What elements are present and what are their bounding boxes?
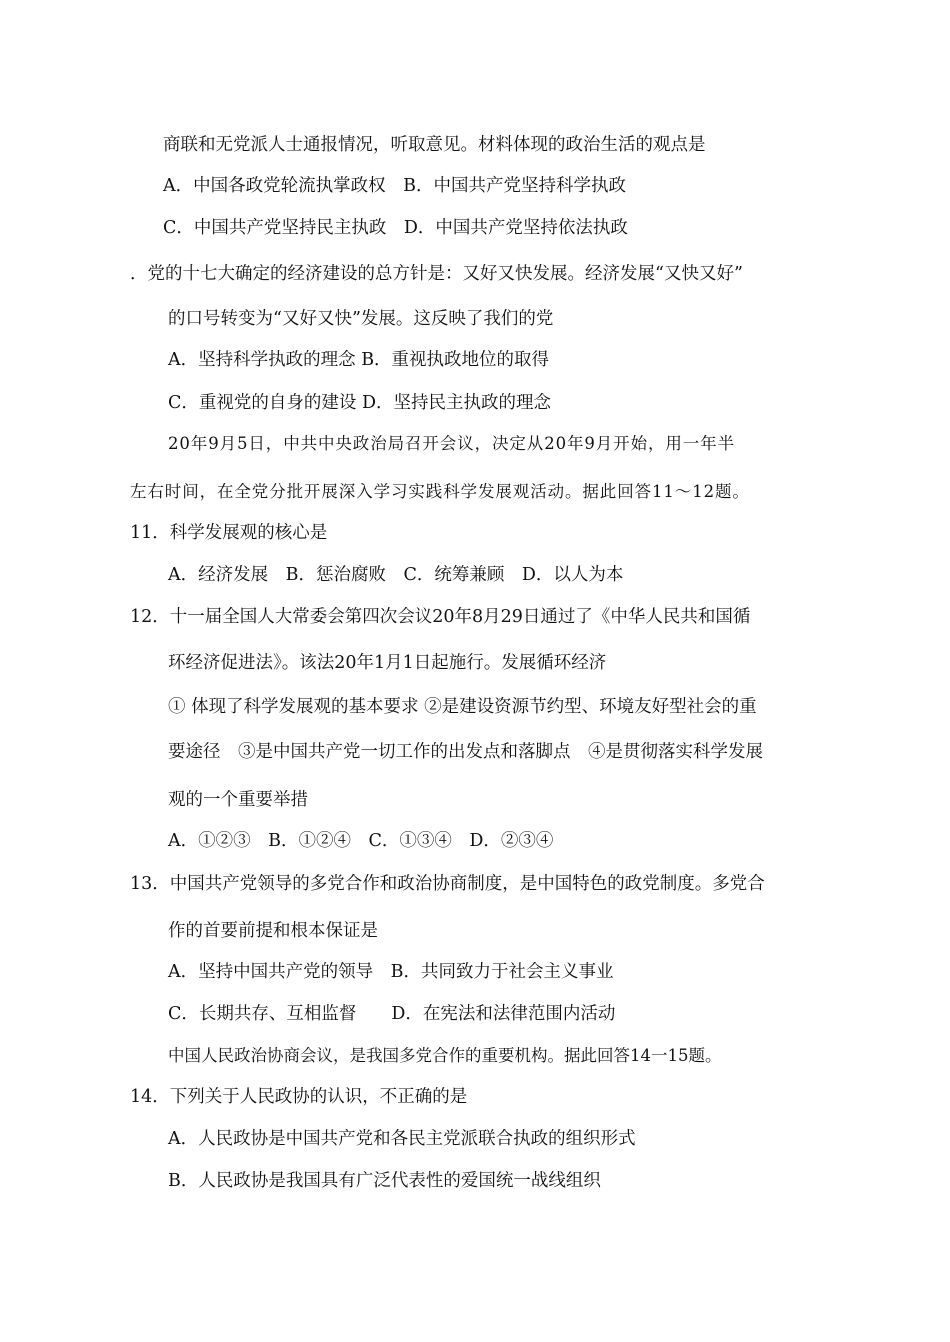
q9-options-cd: C．中国共产党坚持民主执政 D．中国共产党坚持依法执政	[163, 218, 628, 238]
q12-statements-line3: 观的一个重要举措	[168, 790, 308, 810]
q12-options: A．①②③ B．①②④ C．①③④ D．②③④	[168, 831, 554, 851]
q10-stem-line2: 的口号转变为“又好又快”发展。这反映了我们的党	[168, 309, 554, 329]
material-line3: 中国人民政治协商会议，是我国多党合作的重要机构。据此回答14一15题。	[168, 1046, 722, 1065]
q10-stem-line1: ．党的十七大确定的经济建设的总方针是：又好又快发展。经济发展“又快又好”	[130, 264, 743, 284]
material-line1: 20年9月5日，中共中央政治局召开会议，决定从20年9月开始，用一年半	[168, 434, 735, 453]
q12-statements-line1: ① 体现了科学发展观的基本要求 ②是建设资源节约型、环境友好型社会的重	[168, 697, 757, 717]
q14-option-a: A．人民政协是中国共产党和各民主党派联合执政的组织形式	[168, 1129, 636, 1149]
q12-statements-line2: 要途径 ③是中国共产党一切工作的出发点和落脚点 ④是贯彻落实科学发展	[168, 742, 763, 762]
material-line2: 左右时间，在全党分批开展深入学习实践科学发展观活动。据此回答11～12题。	[130, 482, 750, 501]
q11-options: A．经济发展 B．惩治腐败 C．统筹兼顾 D．以人为本	[168, 565, 624, 585]
q10-options-ab: A．坚持科学执政的理念 B．重视执政地位的取得	[168, 350, 550, 370]
q14-stem: 14．下列关于人民政协的认识，不正确的是	[130, 1087, 468, 1107]
q10-options-cd: C．重视党的自身的建设 D．坚持民主执政的理念	[168, 393, 551, 413]
q11-stem: 11．科学发展观的核心是	[130, 523, 328, 543]
passage-continuation: 商联和无党派人士通报情况，听取意见。材料体现的政治生活的观点是	[163, 135, 706, 155]
q9-options-ab: A．中国各政党轮流执掌政权 B．中国共产党坚持科学执政	[163, 176, 626, 196]
q12-stem-line2: 环经济促进法》。该法20年1月1日起施行。发展循环经济	[168, 653, 607, 673]
q13-options-cd: C．长期共存、互相监督 D．在宪法和法律范围内活动	[168, 1004, 616, 1024]
q12-stem-line1: 12．十一届全国人大常委会第四次会议20年8月29日通过了《中华人民共和国循	[130, 607, 751, 627]
q14-option-b: B．人民政协是我国具有广泛代表性的爱国统一战线组织	[168, 1171, 601, 1191]
q13-stem-line2: 作的首要前提和根本保证是	[168, 921, 378, 941]
q13-options-ab: A．坚持中国共产党的领导 B．共同致力于社会主义事业	[168, 962, 614, 982]
q13-stem-line1: 13．中国共产党领导的多党合作和政治协商制度，是中国特色的政党制度。多党合	[130, 874, 765, 894]
